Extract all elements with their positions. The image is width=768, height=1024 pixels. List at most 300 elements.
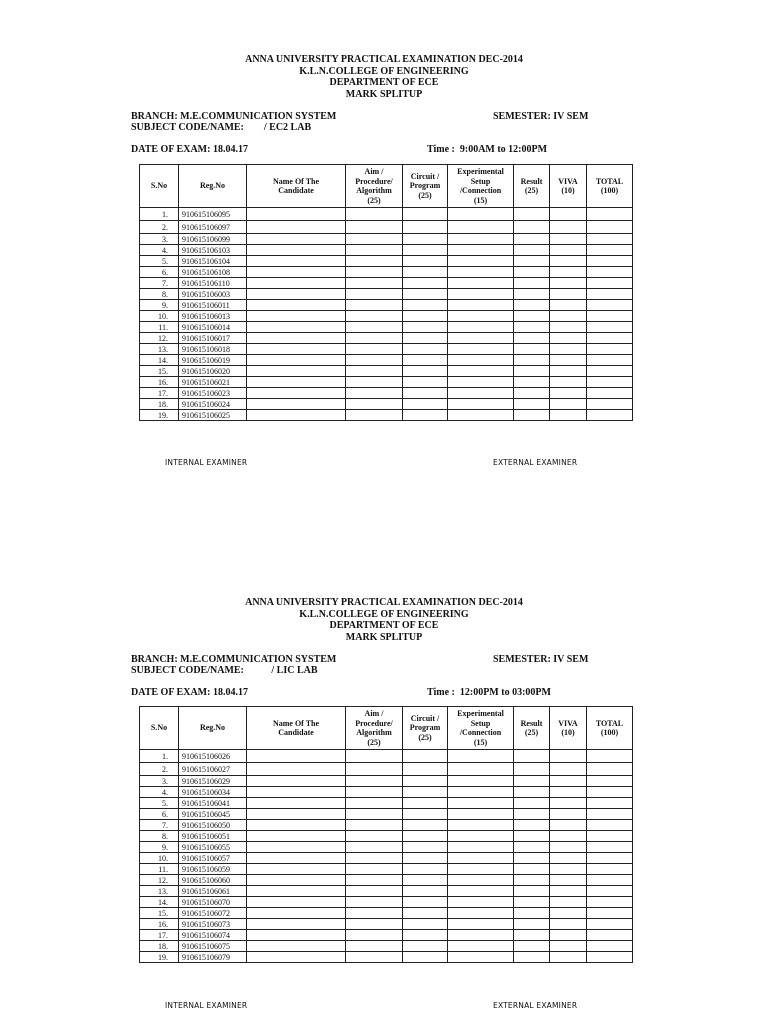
mark-cell-experimental	[448, 842, 514, 853]
reg-number-cell: 910615106014	[179, 322, 247, 333]
table-row	[140, 344, 633, 355]
mark-cell-name	[247, 930, 346, 941]
mark-cell-aim	[346, 750, 403, 763]
mark-cell-result	[514, 930, 550, 941]
serial-number-cell: 8.	[140, 289, 179, 300]
serial-number-cell: 14.	[140, 897, 179, 908]
column-header-reg: Reg.No	[179, 165, 247, 208]
table-row	[140, 388, 633, 399]
mark-cell-name	[247, 842, 346, 853]
mark-cell-result	[514, 919, 550, 930]
mark-cell-aim	[346, 355, 403, 366]
serial-number-cell: 1.	[140, 750, 179, 763]
reg-number-cell: 910615106055	[179, 842, 247, 853]
exam-time: Time : 12:00PM to 03:00PM	[427, 687, 551, 698]
serial-number-cell: 13.	[140, 344, 179, 355]
reg-number-cell: 910615106103	[179, 245, 247, 256]
mark-cell-total	[587, 256, 633, 267]
table-row	[140, 941, 633, 952]
mark-cell-circuit	[403, 399, 448, 410]
serial-number-cell: 3.	[140, 776, 179, 787]
mark-cell-experimental	[448, 930, 514, 941]
mark-cell-circuit	[403, 809, 448, 820]
mark-cell-result	[514, 798, 550, 809]
reg-number-cell: 910615106057	[179, 853, 247, 864]
mark-cell-experimental	[448, 853, 514, 864]
column-header-sno: S.No	[140, 165, 179, 208]
mark-cell-name	[247, 831, 346, 842]
mark-cell-experimental	[448, 221, 514, 234]
serial-number-cell: 18.	[140, 399, 179, 410]
mark-cell-total	[587, 289, 633, 300]
mark-cell-aim	[346, 776, 403, 787]
mark-cell-name	[247, 245, 346, 256]
exam-date: DATE OF EXAM: 18.04.17	[131, 144, 248, 155]
mark-cell-result	[514, 333, 550, 344]
mark-cell-aim	[346, 399, 403, 410]
table-row	[140, 410, 633, 421]
serial-number-cell: 5.	[140, 256, 179, 267]
reg-number-cell: 910615106013	[179, 311, 247, 322]
mark-cell-viva	[550, 221, 587, 234]
mark-cell-result	[514, 377, 550, 388]
reg-number-cell: 910615106023	[179, 388, 247, 399]
reg-number-cell: 910615106025	[179, 410, 247, 421]
table-row	[140, 809, 633, 820]
serial-number-cell: 1.	[140, 208, 179, 221]
mark-cell-result	[514, 278, 550, 289]
mark-cell-viva	[550, 930, 587, 941]
mark-cell-name	[247, 763, 346, 776]
mark-cell-viva	[550, 787, 587, 798]
reg-number-cell: 910615106072	[179, 908, 247, 919]
mark-cell-aim	[346, 289, 403, 300]
table-row	[140, 221, 633, 234]
mark-cell-name	[247, 388, 346, 399]
table-row	[140, 787, 633, 798]
column-header-result: Result (25)	[514, 165, 550, 208]
mark-cell-viva	[550, 344, 587, 355]
mark-cell-aim	[346, 377, 403, 388]
mark-cell-name	[247, 256, 346, 267]
mark-cell-viva	[550, 333, 587, 344]
mark-cell-circuit	[403, 355, 448, 366]
mark-cell-viva	[550, 897, 587, 908]
table-row	[140, 377, 633, 388]
serial-number-cell: 4.	[140, 245, 179, 256]
mark-cell-experimental	[448, 256, 514, 267]
mark-cell-total	[587, 798, 633, 809]
mark-cell-result	[514, 776, 550, 787]
mark-cell-experimental	[448, 886, 514, 897]
mark-cell-circuit	[403, 831, 448, 842]
reg-number-cell: 910615106018	[179, 344, 247, 355]
mark-cell-total	[587, 886, 633, 897]
mark-cell-circuit	[403, 886, 448, 897]
serial-number-cell: 10.	[140, 311, 179, 322]
reg-number-cell: 910615106041	[179, 798, 247, 809]
mark-cell-viva	[550, 377, 587, 388]
subject-label: SUBJECT CODE/NAME: / EC2 LAB	[131, 122, 312, 133]
table-row	[140, 908, 633, 919]
mark-cell-viva	[550, 763, 587, 776]
serial-number-cell: 12.	[140, 875, 179, 886]
mark-cell-result	[514, 787, 550, 798]
mark-cell-result	[514, 410, 550, 421]
mark-cell-total	[587, 322, 633, 333]
mark-cell-experimental	[448, 322, 514, 333]
mark-cell-viva	[550, 208, 587, 221]
mark-cell-circuit	[403, 853, 448, 864]
mark-cell-name	[247, 322, 346, 333]
mark-cell-circuit	[403, 278, 448, 289]
mark-cell-viva	[550, 399, 587, 410]
mark-cell-viva	[550, 809, 587, 820]
reg-number-cell: 910615106059	[179, 864, 247, 875]
mark-cell-circuit	[403, 842, 448, 853]
mark-cell-result	[514, 820, 550, 831]
mark-cell-name	[247, 300, 346, 311]
mark-cell-circuit	[403, 908, 448, 919]
mark-cell-aim	[346, 809, 403, 820]
college-name: K.L.N.COLLEGE OF ENGINEERING	[299, 608, 469, 620]
mark-cell-experimental	[448, 267, 514, 278]
mark-cell-circuit	[403, 776, 448, 787]
reg-number-cell: 910615106045	[179, 809, 247, 820]
table-row	[140, 300, 633, 311]
mark-cell-experimental	[448, 941, 514, 952]
mark-cell-circuit	[403, 344, 448, 355]
serial-number-cell: 10.	[140, 853, 179, 864]
mark-cell-experimental	[448, 787, 514, 798]
mark-cell-name	[247, 809, 346, 820]
serial-number-cell: 14.	[140, 355, 179, 366]
sheet-1-title-block	[0, 54, 768, 100]
mark-cell-experimental	[448, 864, 514, 875]
reg-number-cell: 910615106003	[179, 289, 247, 300]
exam-time: Time : 9:00AM to 12:00PM	[427, 144, 548, 155]
mark-cell-name	[247, 311, 346, 322]
reg-number-cell: 910615106029	[179, 776, 247, 787]
mark-cell-total	[587, 355, 633, 366]
column-header-reg: Reg.No	[179, 707, 247, 750]
mark-cell-experimental	[448, 763, 514, 776]
external-examiner-label: EXTERNAL EXAMINER	[493, 458, 578, 467]
serial-number-cell: 12.	[140, 333, 179, 344]
external-examiner-label: EXTERNAL EXAMINER	[493, 1001, 578, 1010]
table-row	[140, 289, 633, 300]
mark-cell-aim	[346, 322, 403, 333]
mark-cell-result	[514, 221, 550, 234]
column-header-experimental: Experimental Setup /Connection (15)	[448, 707, 514, 750]
reg-number-cell: 910615106019	[179, 355, 247, 366]
mark-cell-circuit	[403, 750, 448, 763]
sheet-2-title-block	[0, 597, 768, 643]
mark-cell-name	[247, 750, 346, 763]
mark-cell-viva	[550, 410, 587, 421]
mark-cell-result	[514, 267, 550, 278]
mark-cell-name	[247, 333, 346, 344]
reg-number-cell: 910615106108	[179, 267, 247, 278]
semester-label: SEMESTER: IV SEM	[493, 111, 589, 122]
mark-cell-aim	[346, 366, 403, 377]
column-header-sno: S.No	[140, 707, 179, 750]
mark-cell-experimental	[448, 776, 514, 787]
mark-cell-experimental	[448, 208, 514, 221]
column-header-name: Name Of The Candidate	[247, 707, 346, 750]
mark-cell-result	[514, 875, 550, 886]
mark-cell-aim	[346, 388, 403, 399]
mark-cell-name	[247, 278, 346, 289]
mark-cell-total	[587, 776, 633, 787]
mark-cell-name	[247, 864, 346, 875]
reg-number-cell: 910615106011	[179, 300, 247, 311]
mark-cell-viva	[550, 853, 587, 864]
mark-cell-experimental	[448, 333, 514, 344]
table-row	[140, 311, 633, 322]
mark-cell-total	[587, 842, 633, 853]
mark-cell-result	[514, 208, 550, 221]
mark-cell-circuit	[403, 410, 448, 421]
mark-cell-total	[587, 388, 633, 399]
mark-cell-viva	[550, 278, 587, 289]
mark-cell-total	[587, 941, 633, 952]
mark-cell-result	[514, 952, 550, 963]
mark-cell-result	[514, 366, 550, 377]
mark-cell-aim	[346, 886, 403, 897]
table-row	[140, 750, 633, 763]
table-row	[140, 798, 633, 809]
mark-cell-result	[514, 256, 550, 267]
mark-cell-aim	[346, 842, 403, 853]
reg-number-cell: 910615106051	[179, 831, 247, 842]
mark-cell-aim	[346, 941, 403, 952]
mark-cell-result	[514, 234, 550, 245]
serial-number-cell: 7.	[140, 820, 179, 831]
mark-cell-name	[247, 820, 346, 831]
mark-cell-aim	[346, 930, 403, 941]
column-header-aim: Aim / Procedure/ Algorithm (25)	[346, 165, 403, 208]
mark-cell-aim	[346, 245, 403, 256]
mark-cell-result	[514, 289, 550, 300]
mark-cell-name	[247, 787, 346, 798]
mark-cell-experimental	[448, 355, 514, 366]
mark-cell-result	[514, 864, 550, 875]
table-row	[140, 897, 633, 908]
mark-cell-aim	[346, 763, 403, 776]
serial-number-cell: 19.	[140, 410, 179, 421]
mark-cell-name	[247, 853, 346, 864]
mark-cell-experimental	[448, 245, 514, 256]
reg-number-cell: 910615106095	[179, 208, 247, 221]
mark-cell-name	[247, 886, 346, 897]
mark-cell-viva	[550, 256, 587, 267]
mark-cell-viva	[550, 776, 587, 787]
reg-number-cell: 910615106020	[179, 366, 247, 377]
mark-cell-aim	[346, 831, 403, 842]
serial-number-cell: 16.	[140, 377, 179, 388]
table-row	[140, 234, 633, 245]
serial-number-cell: 13.	[140, 886, 179, 897]
mark-cell-name	[247, 410, 346, 421]
mark-cell-viva	[550, 322, 587, 333]
branch-label: BRANCH: M.E.COMMUNICATION SYSTEM	[131, 111, 337, 122]
reg-number-cell: 910615106027	[179, 763, 247, 776]
serial-number-cell: 3.	[140, 234, 179, 245]
mark-cell-circuit	[403, 234, 448, 245]
mark-cell-aim	[346, 864, 403, 875]
table-row	[140, 278, 633, 289]
mark-cell-circuit	[403, 763, 448, 776]
mark-cell-circuit	[403, 300, 448, 311]
mark-cell-total	[587, 919, 633, 930]
column-header-experimental: Experimental Setup /Connection (15)	[448, 165, 514, 208]
mark-cell-circuit	[403, 377, 448, 388]
mark-cell-experimental	[448, 875, 514, 886]
reg-number-cell: 910615106110	[179, 278, 247, 289]
reg-number-cell: 910615106074	[179, 930, 247, 941]
mark-cell-experimental	[448, 234, 514, 245]
mark-cell-total	[587, 267, 633, 278]
mark-cell-aim	[346, 410, 403, 421]
column-header-total: TOTAL (100)	[587, 165, 633, 208]
mark-cell-circuit	[403, 787, 448, 798]
mark-cell-circuit	[403, 267, 448, 278]
mark-cell-aim	[346, 208, 403, 221]
department-name: DEPARTMENT OF ECE	[329, 620, 439, 632]
mark-cell-circuit	[403, 333, 448, 344]
reg-number-cell: 910615106070	[179, 897, 247, 908]
mark-cell-total	[587, 787, 633, 798]
mark-cell-name	[247, 267, 346, 278]
mark-cell-result	[514, 245, 550, 256]
reg-number-cell: 910615106073	[179, 919, 247, 930]
mark-cell-aim	[346, 300, 403, 311]
table-row	[140, 399, 633, 410]
table-row	[140, 820, 633, 831]
mark-cell-circuit	[403, 798, 448, 809]
mark-cell-circuit	[403, 864, 448, 875]
table-row	[140, 333, 633, 344]
reg-number-cell: 910615106026	[179, 750, 247, 763]
exam-date: DATE OF EXAM: 18.04.17	[131, 687, 248, 698]
mark-cell-name	[247, 919, 346, 930]
mark-cell-viva	[550, 941, 587, 952]
mark-cell-result	[514, 897, 550, 908]
mark-cell-experimental	[448, 289, 514, 300]
mark-cell-result	[514, 311, 550, 322]
mark-cell-total	[587, 853, 633, 864]
mark-cell-total	[587, 875, 633, 886]
mark-cell-viva	[550, 886, 587, 897]
column-header-viva: VIVA (10)	[550, 165, 587, 208]
table-row	[140, 366, 633, 377]
mark-cell-experimental	[448, 831, 514, 842]
serial-number-cell: 9.	[140, 842, 179, 853]
mark-cell-result	[514, 941, 550, 952]
mark-cell-viva	[550, 311, 587, 322]
mark-cell-total	[587, 410, 633, 421]
serial-number-cell: 7.	[140, 278, 179, 289]
column-header-name: Name Of The Candidate	[247, 165, 346, 208]
table-row	[140, 322, 633, 333]
mark-cell-result	[514, 886, 550, 897]
serial-number-cell: 16.	[140, 919, 179, 930]
table-row	[140, 245, 633, 256]
mark-cell-total	[587, 333, 633, 344]
mark-cell-circuit	[403, 245, 448, 256]
column-header-result: Result (25)	[514, 707, 550, 750]
mark-cell-result	[514, 388, 550, 399]
mark-cell-experimental	[448, 300, 514, 311]
mark-cell-viva	[550, 908, 587, 919]
mark-cell-experimental	[448, 919, 514, 930]
subject-label: SUBJECT CODE/NAME: / LIC LAB	[131, 665, 318, 676]
mark-cell-circuit	[403, 311, 448, 322]
mark-cell-experimental	[448, 366, 514, 377]
mark-cell-viva	[550, 864, 587, 875]
serial-number-cell: 15.	[140, 908, 179, 919]
reg-number-cell: 910615106061	[179, 886, 247, 897]
mark-cell-total	[587, 234, 633, 245]
table-row	[140, 886, 633, 897]
college-name: K.L.N.COLLEGE OF ENGINEERING	[299, 65, 469, 77]
table-row	[140, 776, 633, 787]
table-row	[140, 853, 633, 864]
table-row	[140, 831, 633, 842]
reg-number-cell: 910615106104	[179, 256, 247, 267]
university-title: ANNA UNIVERSITY PRACTICAL EXAMINATION DEC-2014	[245, 54, 523, 65]
mark-cell-total	[587, 311, 633, 322]
mark-cell-viva	[550, 919, 587, 930]
reg-number-cell: 910615106017	[179, 333, 247, 344]
mark-cell-circuit	[403, 897, 448, 908]
column-header-viva: VIVA (10)	[550, 707, 587, 750]
mark-cell-name	[247, 875, 346, 886]
mark-cell-circuit	[403, 930, 448, 941]
mark-cell-result	[514, 344, 550, 355]
mark-cell-total	[587, 221, 633, 234]
serial-number-cell: 5.	[140, 798, 179, 809]
mark-cell-aim	[346, 875, 403, 886]
branch-label: BRANCH: M.E.COMMUNICATION SYSTEM	[131, 654, 337, 665]
internal-examiner-label: INTERNAL EXAMINER	[165, 458, 248, 467]
mark-cell-total	[587, 908, 633, 919]
table-row	[140, 355, 633, 366]
mark-cell-total	[587, 763, 633, 776]
table-header-row	[140, 165, 633, 208]
mark-cell-viva	[550, 831, 587, 842]
column-header-total: TOTAL (100)	[587, 707, 633, 750]
university-title: ANNA UNIVERSITY PRACTICAL EXAMINATION DEC-2014	[245, 597, 523, 608]
mark-cell-viva	[550, 300, 587, 311]
mark-cell-circuit	[403, 820, 448, 831]
mark-cell-experimental	[448, 278, 514, 289]
mark-cell-circuit	[403, 208, 448, 221]
serial-number-cell: 18.	[140, 941, 179, 952]
mark-cell-experimental	[448, 311, 514, 322]
serial-number-cell: 4.	[140, 787, 179, 798]
table-row	[140, 208, 633, 221]
mark-cell-total	[587, 300, 633, 311]
mark-cell-total	[587, 831, 633, 842]
mark-cell-result	[514, 908, 550, 919]
column-header-circuit: Circuit / Program (25)	[403, 707, 448, 750]
table-row	[140, 256, 633, 267]
mark-cell-aim	[346, 344, 403, 355]
internal-examiner-label: INTERNAL EXAMINER	[165, 1001, 248, 1010]
mark-cell-result	[514, 809, 550, 820]
